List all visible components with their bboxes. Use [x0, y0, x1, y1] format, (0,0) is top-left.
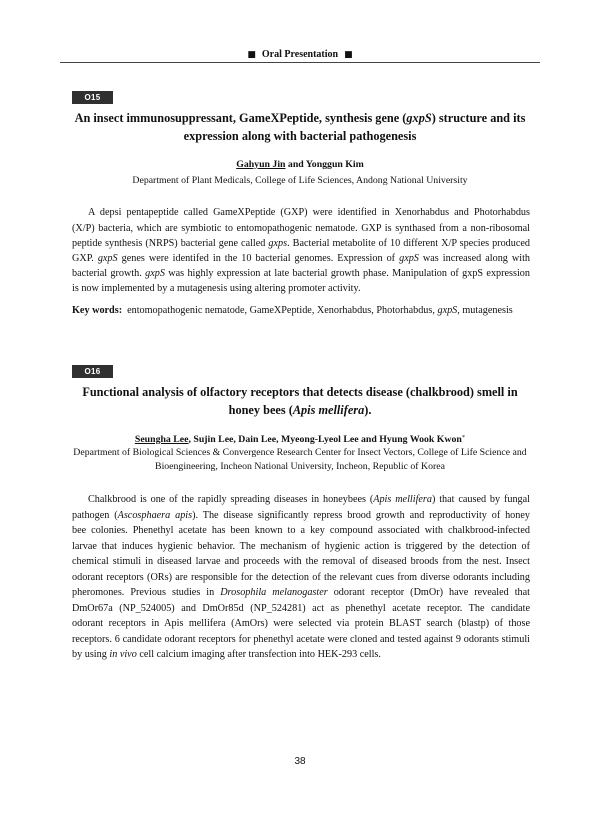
abstract-text: . Bacterial metabolite of 10 different X/P species produced	[287, 237, 530, 249]
title-text: honey bees (	[228, 403, 293, 417]
affiliation-line: Bioengineering, Incheon National University, Incheon, Republic of Korea	[155, 461, 445, 472]
title-species-name: Apis mellifera	[292, 403, 365, 417]
abstract-line	[72, 616, 530, 632]
presenting-author: Seungha Lee	[134, 434, 189, 445]
abstract-line	[72, 647, 530, 663]
corresponding-author-mark: *	[461, 434, 466, 441]
co-authors: , Sujin Lee, Dain Lee, Myeong-Lyeol Lee and Hyung Wook Kwon	[188, 434, 462, 445]
abstract-text: pathogen (	[72, 509, 118, 521]
title-text: ) structure and its	[431, 111, 526, 125]
co-authors: and Yonggun Kim	[285, 159, 364, 170]
section-title: Oral Presentation	[261, 49, 339, 60]
species-name: Apis mellifera	[373, 494, 432, 506]
abstract-text: A depsi pentapeptide called GameXPeptide (GXP) were identified in Xenorhabdus and Photorhabdus	[88, 207, 530, 219]
gene-name: gxps	[268, 237, 288, 249]
abstract-text: is now implemented by a mutagenesis using altering promoter activity.	[72, 283, 361, 295]
latin-term: in vivo	[109, 649, 137, 661]
abstract-text: pheromones. Previous studies in	[72, 587, 221, 599]
keywords	[72, 303, 542, 318]
abstract-line	[72, 570, 530, 586]
abstract-text: receptors. 6 candidate odorant receptors for phenethyl acetate were cloned and tested against 9 odorants stimuli	[72, 633, 530, 645]
abstract-text: DmOr67a (NP_524005) and DmOr85d (NP_524281) act as phenethyl acetate receptor. The candidate	[72, 602, 530, 614]
gene-name: gxpS	[437, 305, 458, 317]
abstract-text: GXP.	[72, 253, 98, 264]
title-text: expression along with bacterial pathogenesis	[183, 129, 417, 143]
abstract-line	[72, 601, 530, 617]
title-gene-name: gxpS	[406, 111, 432, 125]
title-text: Functional analysis of olfactory receptors that detects disease (chalkbrood) smell in	[82, 385, 518, 399]
abstract-body	[72, 492, 530, 663]
abstract-text: cell calcium imaging after transfection into HEK-293 cells.	[136, 649, 381, 661]
abstract-line	[72, 205, 530, 220]
abstract-text: bacterial growth.	[72, 268, 146, 280]
abstract-line	[72, 251, 530, 266]
square-marker-icon: ■	[344, 50, 353, 60]
abstract-text: Chalkbrood is one of the rapidly spreading diseases in honeybees (	[88, 494, 374, 506]
abstract-text: larvae that induces hygienic behavior. The mechanism of hygienic action is triggered by the detection of	[72, 540, 530, 552]
abstract-text: ). The disease significantly repress brood growth and reproductivity of honey	[192, 509, 530, 521]
abstract-line	[72, 585, 530, 601]
page-number: 38	[294, 756, 306, 767]
title-text: An insect immunosuppressant, GameXPeptide, synthesis gene (	[74, 111, 407, 125]
abstract-line	[72, 281, 530, 296]
title-line	[40, 109, 560, 127]
abstract-line	[72, 266, 530, 281]
abstract-line	[72, 632, 530, 648]
abstract-text: was highly expression at late bacterial growth phase. Manipulation of gxpS expression	[164, 268, 530, 280]
author-list	[40, 158, 560, 172]
abstract-text: odorant receptor (DmOr) have revealed that	[327, 587, 530, 599]
title-line	[40, 127, 560, 145]
abstract-code-badge: O15	[72, 91, 113, 104]
affiliation	[40, 174, 560, 188]
title-line	[40, 383, 560, 401]
abstract-text: (X/P) bacteria, which are symbiotic to entomopathogenic nematode. GXP is synthased from a non-ribosomal	[72, 222, 530, 234]
section-header	[0, 49, 600, 61]
abstract-title	[40, 109, 560, 145]
square-marker-icon: ■	[247, 50, 256, 60]
header-divider	[60, 62, 540, 63]
abstract-text: odorant receptors in Apis mellifera (AmOrs) were selected via protein BLAST search (blastp) of those	[72, 618, 530, 630]
abstract-body	[72, 205, 530, 296]
abstract-text: bee colonies. Phenethyl acetate has been known to a key compound associated with chalkbrood-infected	[72, 525, 530, 537]
abstract-line	[72, 221, 530, 236]
affiliation-line: Department of Biological Sciences & Convergence Research Center for Insect Vectors, College of Life Science and	[73, 447, 527, 458]
keywords-label: Key words:	[72, 305, 123, 317]
abstract-text: peptide synthesis (NRPS) bacterial gene called	[72, 237, 269, 249]
abstract-text: ) that caused by fungal	[431, 494, 530, 506]
abstract-code-badge: O16	[72, 365, 113, 378]
abstract-line	[72, 539, 530, 555]
abstract-line	[72, 492, 530, 508]
abstract-text: genes were identifed in the 10 bacterial genomes. Expression of	[117, 253, 400, 264]
abstract-line	[72, 508, 530, 524]
species-name: Ascosphaera apis	[117, 509, 193, 521]
abstract-text: chemical stimuli in diseased larvae and proceeds with the removal of diseased broods from the nest. Insect	[72, 556, 530, 568]
abstract-line	[72, 523, 530, 539]
affiliation	[40, 446, 560, 474]
gene-name: gxpS	[97, 253, 118, 264]
gene-name: gxpS	[145, 268, 165, 280]
species-name: Drosophila melanogaster	[220, 587, 328, 599]
title-line	[40, 401, 560, 419]
abstract-text: by using	[72, 649, 110, 661]
presenting-author: Gahyun Jin	[236, 159, 286, 170]
abstract-line	[72, 554, 530, 570]
abstract-title	[40, 383, 560, 419]
affiliation-line: Department of Plant Medicals, College of Life Sciences, Andong National University	[132, 175, 468, 186]
abstract-text: odorant receptors (ORs) are responsible for the detection of the relevant cues from diverse odorants including	[72, 571, 530, 583]
author-list	[40, 431, 560, 447]
title-text: ).	[364, 403, 372, 417]
gene-name: gxpS	[399, 253, 419, 264]
abstract-line	[72, 236, 530, 251]
keywords-text: , mutagenesis	[457, 305, 513, 317]
abstract-text: was increased along with	[418, 253, 530, 264]
keywords-text: entomopathogenic nematode, GameXPeptide, Xenorhabdus, Photorhabdus,	[127, 305, 438, 317]
